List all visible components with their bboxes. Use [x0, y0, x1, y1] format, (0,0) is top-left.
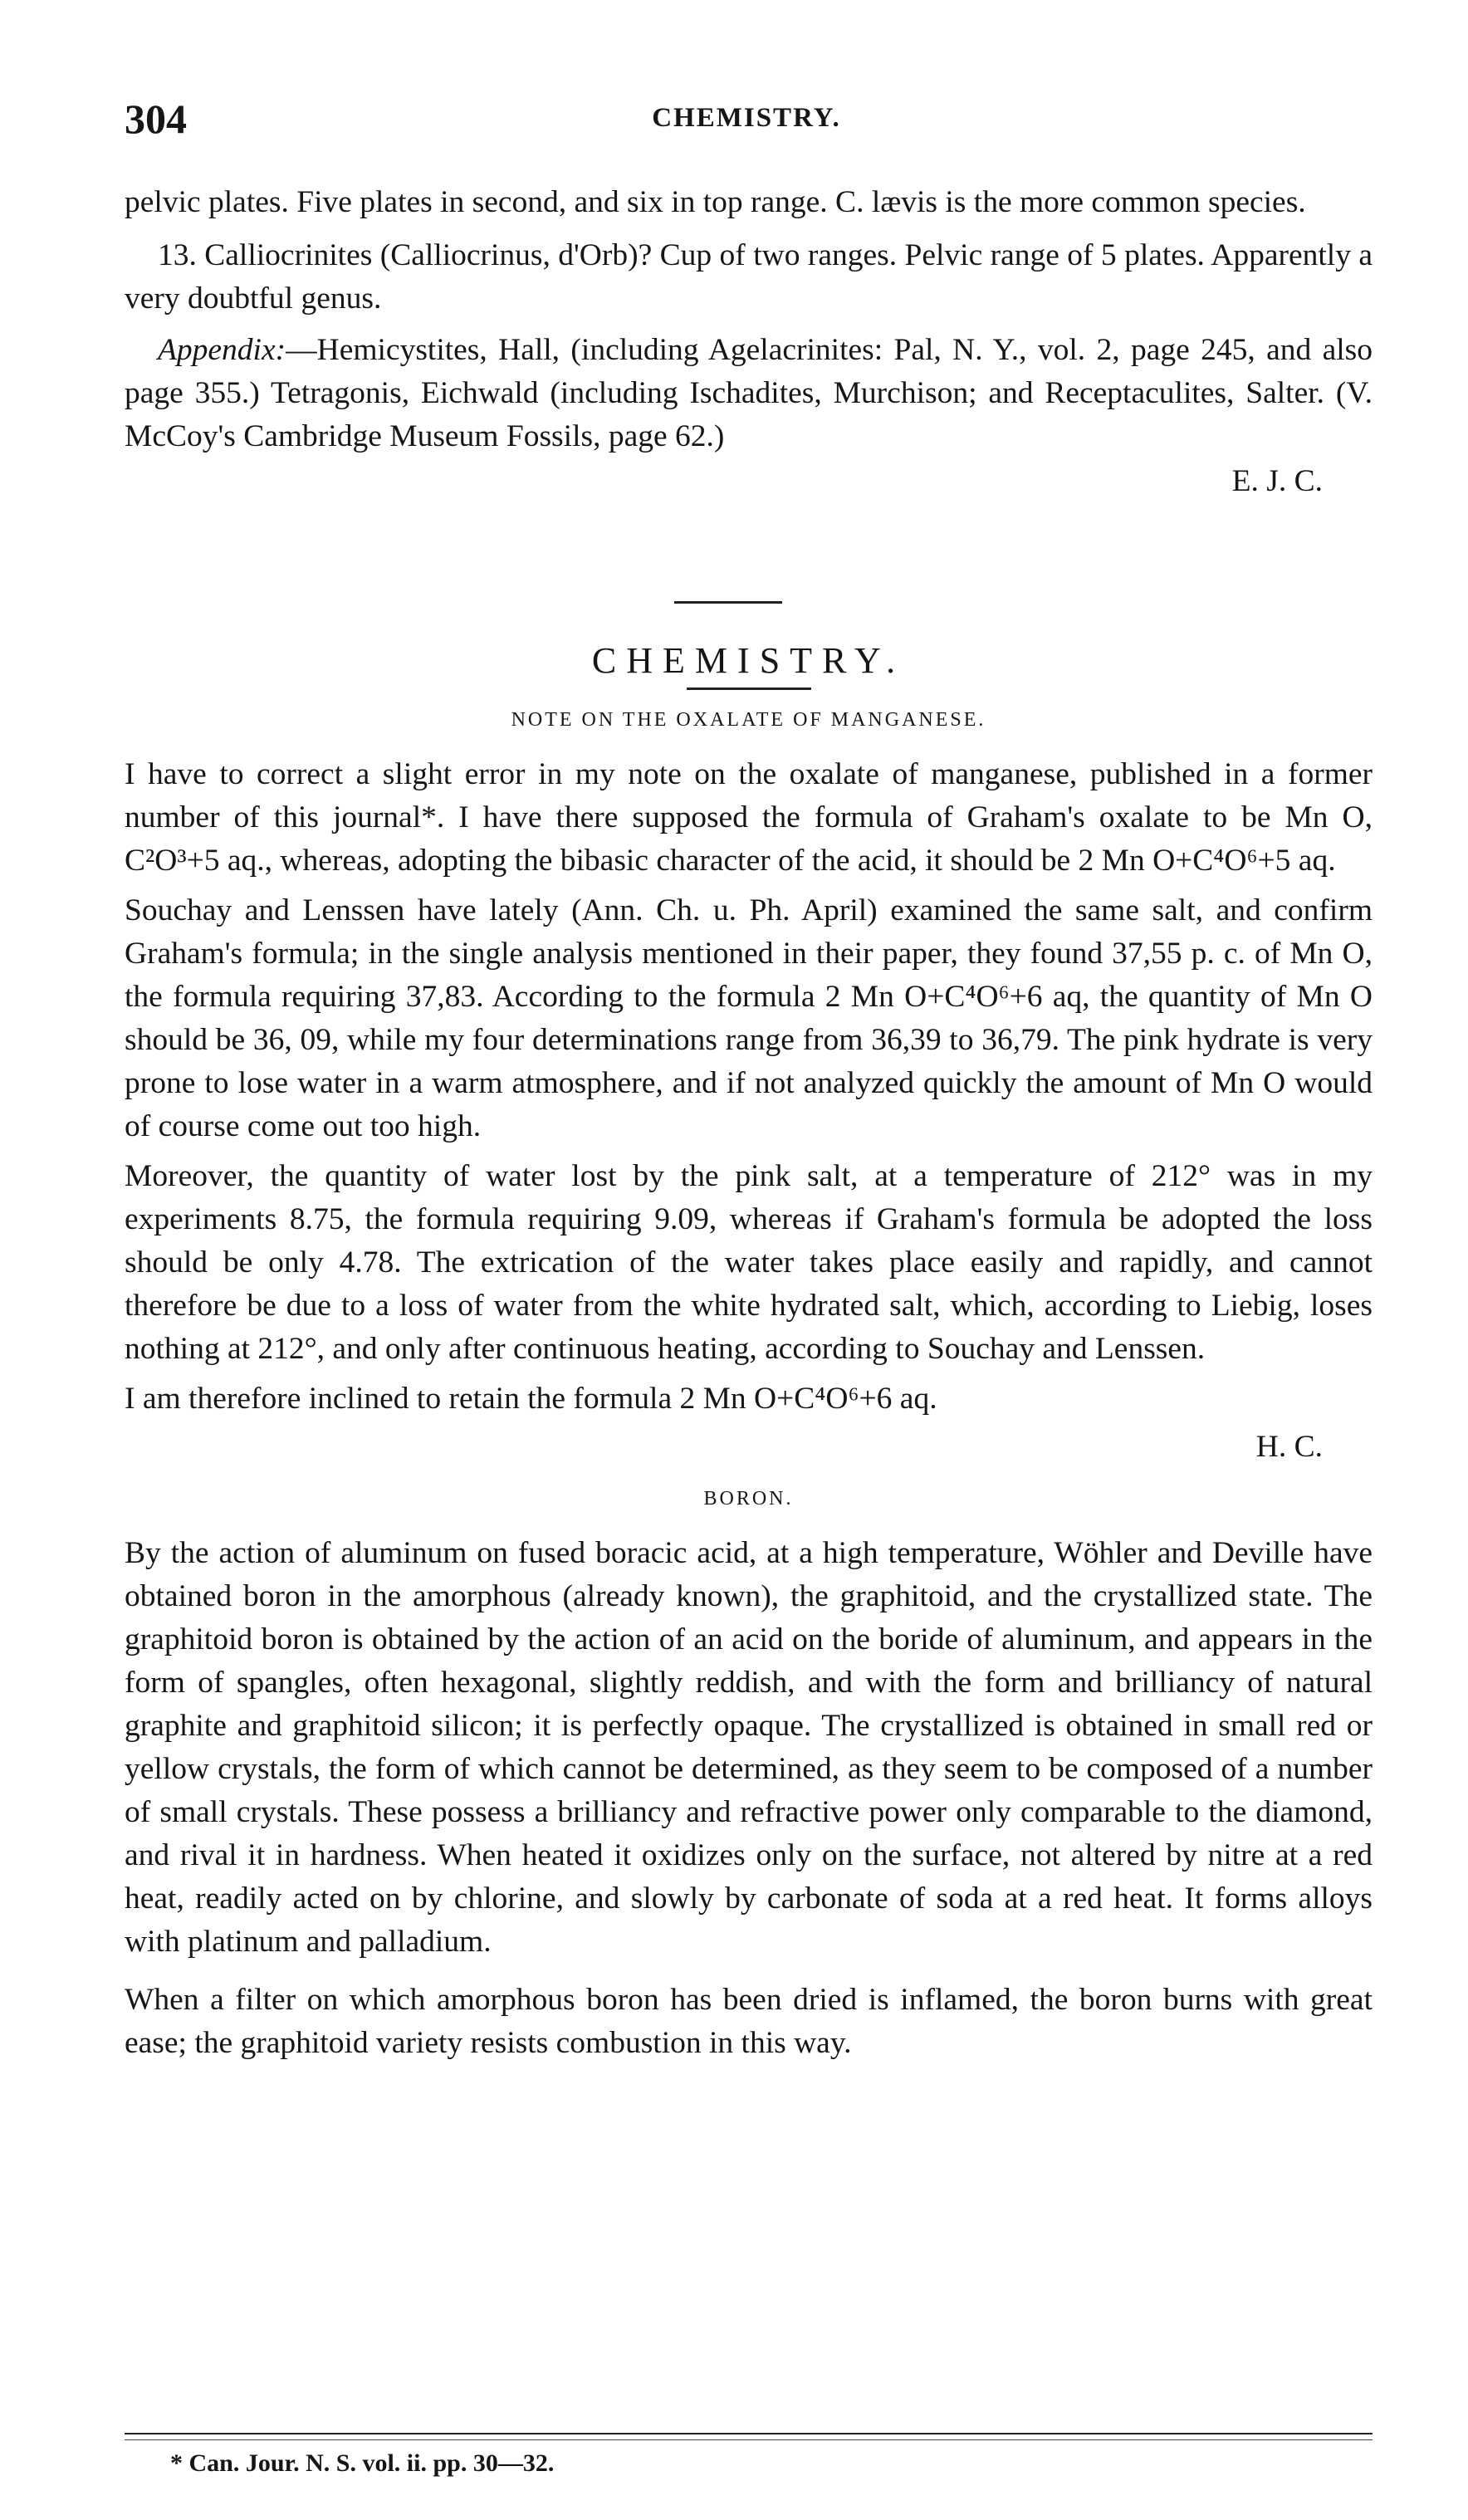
appendix-text: —Hemicystites, Hall, (including Agelacrinites: Pal, N. Y., vol. 2, page 245, and also page 355.) Tetragonis, Eichwald (including Ischadites, Murchison; and Receptaculites, Salter. (V. McCoy's Cambridge Museum Fossils, page 62.) [125, 333, 1373, 453]
running-title: CHEMISTRY. [652, 103, 841, 133]
footnote-rule [125, 2433, 1373, 2434]
oxalate-signature: H. C. [1255, 1430, 1323, 1464]
oxalate-paragraph-4: I am therefore inclined to retain the formula 2 Mn O+C⁴O⁶+6 aq. [125, 1382, 937, 1416]
page-number: 304 [125, 95, 187, 142]
oxalate-paragraph-1: I have to correct a slight error in my note on the oxalate of manganese, published in a former number of this journal*. I have there supposed the formula of Graham's oxalate to be Mn O, C²O³+5 aq., whereas, adopting the bibasic character of the acid, it should be 2 Mn O+C⁴O⁶+5 aq. [125, 757, 1373, 878]
footnote: * Can. Jour. N. S. vol. ii. pp. 30—32. [170, 2449, 555, 2477]
intro-paragraph-1: pelvic plates. Five plates in second, and six in top range. C. lævis is the more common species. [125, 185, 1306, 219]
running-header [125, 95, 1368, 144]
appendix-label: Appendix: [158, 333, 286, 367]
appendix-paragraph [125, 329, 1373, 458]
boron-heading: BORON. [703, 1488, 794, 1510]
intro-block [125, 181, 1373, 503]
oxalate-paragraph-3: Moreover, the quantity of water lost by the pink salt, at a temperature of 212° was in my experiments 8.75, the formula requiring 9.09, whereas if Graham's formula be adopted the loss should be only 4.78. The extrication of the water takes place easily and rapidly, and cannot therefore be due to a loss of water from the white hydrated salt, which, according to Liebig, loses nothing at 212°, and only after continuous heating, according to Souchay and Lenssen. [125, 1159, 1373, 1366]
article-subtitle: NOTE ON THE OXALATE OF MANGANESE. [511, 709, 986, 731]
footnote-rule-secondary [125, 2439, 1373, 2440]
chemistry-section [125, 639, 1373, 2065]
section-title: CHEMISTRY. [591, 640, 906, 681]
boron-paragraph-2: When a filter on which amorphous boron has been dried is inflamed, the boron burns with great ease; the graphitoid variety resists combustion in this way. [125, 1983, 1373, 2060]
title-underline [687, 687, 811, 690]
intro-paragraph-2: 13. Calliocrinites (Calliocrinus, d'Orb)? Cup of two ranges. Pelvic range of 5 plates. Apparently a very doubtful genus. [125, 238, 1373, 316]
boron-paragraph-1: By the action of aluminum on fused boracic acid, at a high temperature, Wöhler and Deville have obtained boron in the amorphous (already known), the graphitoid, and the crystallized state. The graphitoid boron is obtained by the action of an acid on the boride of aluminum, and appears in the form of spangles, often hexagonal, slightly reddish, and with the form and brilliancy of natural graphite and graphitoid silicon; it is perfectly opaque. The crystallized is obtained in small red or yellow crystals, the form of which cannot be determined, as they seem to be composed of a number of small crystals. These possess a brilliancy and refractive power only comparable to the diamond, and rival it in hardness. When heated it oxidizes only on the surface, not altered by nitre at a red heat, readily acted on by chlorine, and slowly by carbonate of soda at a red heat. It forms alloys with platinum and palladium. [125, 1536, 1373, 1959]
section-divider [674, 601, 782, 604]
oxalate-paragraph-2: Souchay and Lenssen have lately (Ann. Ch. u. Ph. April) examined the same salt, and confirm Graham's formula; in the single analysis mentioned in their paper, they found 37,55 p. c. of Mn O, the formula requiring 37,83. According to the formula 2 Mn O+C⁴O⁶+6 aq, the quantity of Mn O should be 36, 09, while my four determinations range from 36,39 to 36,79. The pink hydrate is very prone to lose water in a warm atmosphere, and if not analyzed quickly the amount of Mn O would of course come out too high. [125, 893, 1373, 1143]
intro-signature: E. J. C. [1231, 464, 1323, 498]
